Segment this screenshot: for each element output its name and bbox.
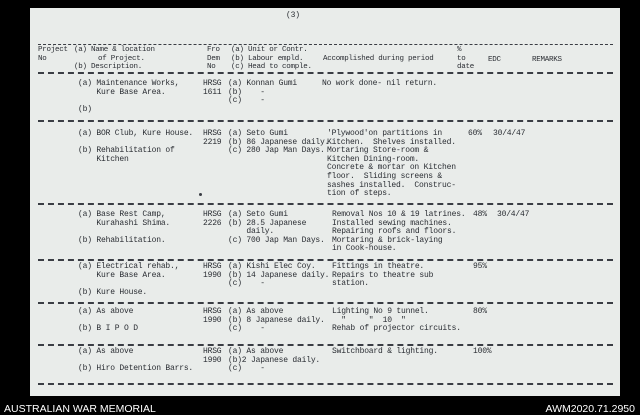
row-5-accomplished: Lighting No 9 tunnel. " " 10 " Rehab of projector circuits. [332, 307, 461, 334]
row-1-description: (a) Maintenance Works, Kure Base Area. (b) [78, 79, 180, 114]
header-remarks: REMARKS [532, 56, 562, 64]
header-bottom-rule [38, 72, 613, 74]
row-divider [38, 120, 613, 122]
row-divider [38, 344, 613, 346]
row-3-accomplished: Removal Nos 10 & 19 latrines. Installed sewing machines. Repairing roofs and floors. Mortaring & brick-laying in Cook-house. [332, 210, 466, 254]
row-1-unit: (a) Konnan Gumi (b) - (c) - [228, 79, 298, 106]
header-of-project: of Project. [98, 54, 145, 63]
document-page [30, 8, 620, 396]
row-4-percent: 95% [473, 262, 487, 271]
row-2-unit: (a) Seto Gumi (b) 86 Japanese daily. (c) 280 Jap Man Days. [228, 129, 330, 156]
row-divider [38, 302, 613, 304]
row-4-accomplished: Fittings in theatre. Repairs to theatre sub station. [332, 262, 434, 289]
row-divider [38, 259, 613, 261]
row-3-description: (a) Base Rest Camp, Kurahashi Shima. (b) Rehabilitation. [78, 210, 171, 245]
header-edc: EDC [488, 56, 501, 64]
row-2-accomplished: 'Plywood'on partitions in Kitchen. Shelves installed. Mortaring Store-room & Kitchen Dining-room. Concrete & mortar on Kitchen floor. Sliding screens & sashes installed. Construc- tion of steps. [327, 129, 456, 199]
stray-ink-mark [199, 193, 202, 196]
header-pct-to-date: % to date [457, 46, 475, 72]
header-name-location: (a) Name & location [74, 46, 155, 54]
archive-source-label: AUSTRALIAN WAR MEMORIAL [4, 403, 156, 415]
header-unit-contr: (a) Unit or Contr. [231, 46, 308, 54]
row-divider [38, 203, 613, 205]
row-1-dem-no: HRSG 1611 [203, 79, 222, 97]
row-2-dem-no: HRSG 2219 [203, 129, 222, 147]
row-2-edc: 30/4/47 [493, 129, 526, 138]
row-3-dem-no: HRSG 2226 [203, 210, 222, 228]
row-5-unit: (a) As above (b) 8 Japanese daily. (c) - [228, 307, 325, 334]
row-4-dem-no: HRSG 1990 [203, 262, 222, 280]
header-accomplished: Accomplished during period [323, 54, 434, 63]
row-5-dem-no: HRSG 1990 [203, 307, 222, 325]
header-top-rule [38, 44, 613, 45]
row-6-dem-no: HRSG 1990 [203, 347, 222, 365]
header-description: (b) Description. [74, 63, 143, 72]
header-fro-dem-no: Fro Dem No [207, 46, 220, 72]
table-bottom-rule [38, 383, 613, 385]
header-head-complete: (c) Head to comple. [231, 63, 312, 72]
page-number: (3) [286, 11, 300, 20]
row-6-unit: (a) As above (b)2 Japanese daily. (c) - [228, 347, 321, 374]
row-6-accomplished: Switchboard & lighting. [332, 347, 438, 356]
row-5-percent: 80% [473, 307, 487, 316]
row-6-description: (a) As above (b) Hiro Detention Barrs. [78, 347, 194, 374]
row-3-unit: (a) Seto Gumi (b) 28.5 Japanese daily. (c) 700 Jap Man Days. [228, 210, 325, 245]
header-labour: (b) Labour empld. [231, 54, 304, 63]
row-3-edc: 30/4/47 [497, 210, 530, 219]
row-2-description: (a) BOR Club, Kure House. (b) Rehabilitation of Kitchen [78, 129, 194, 164]
header-project-no: Project No [38, 46, 68, 63]
row-3-percent: 48% [473, 210, 487, 219]
row-4-unit: (a) Kishi Elec Coy. (b) 14 Japanese daily. (c) - [228, 262, 330, 289]
row-4-description: (a) Electrical rehab., Kure Base Area. (b) Kure House. [78, 262, 180, 297]
row-6-percent: 100% [473, 347, 492, 356]
accession-number: AWM2020.71.2950 [545, 403, 635, 415]
row-5-description: (a) As above (b) B I P O D [78, 307, 138, 334]
row-1-accomplished: No work done- nil return. [322, 79, 438, 88]
row-2-percent: 60% [468, 129, 482, 138]
